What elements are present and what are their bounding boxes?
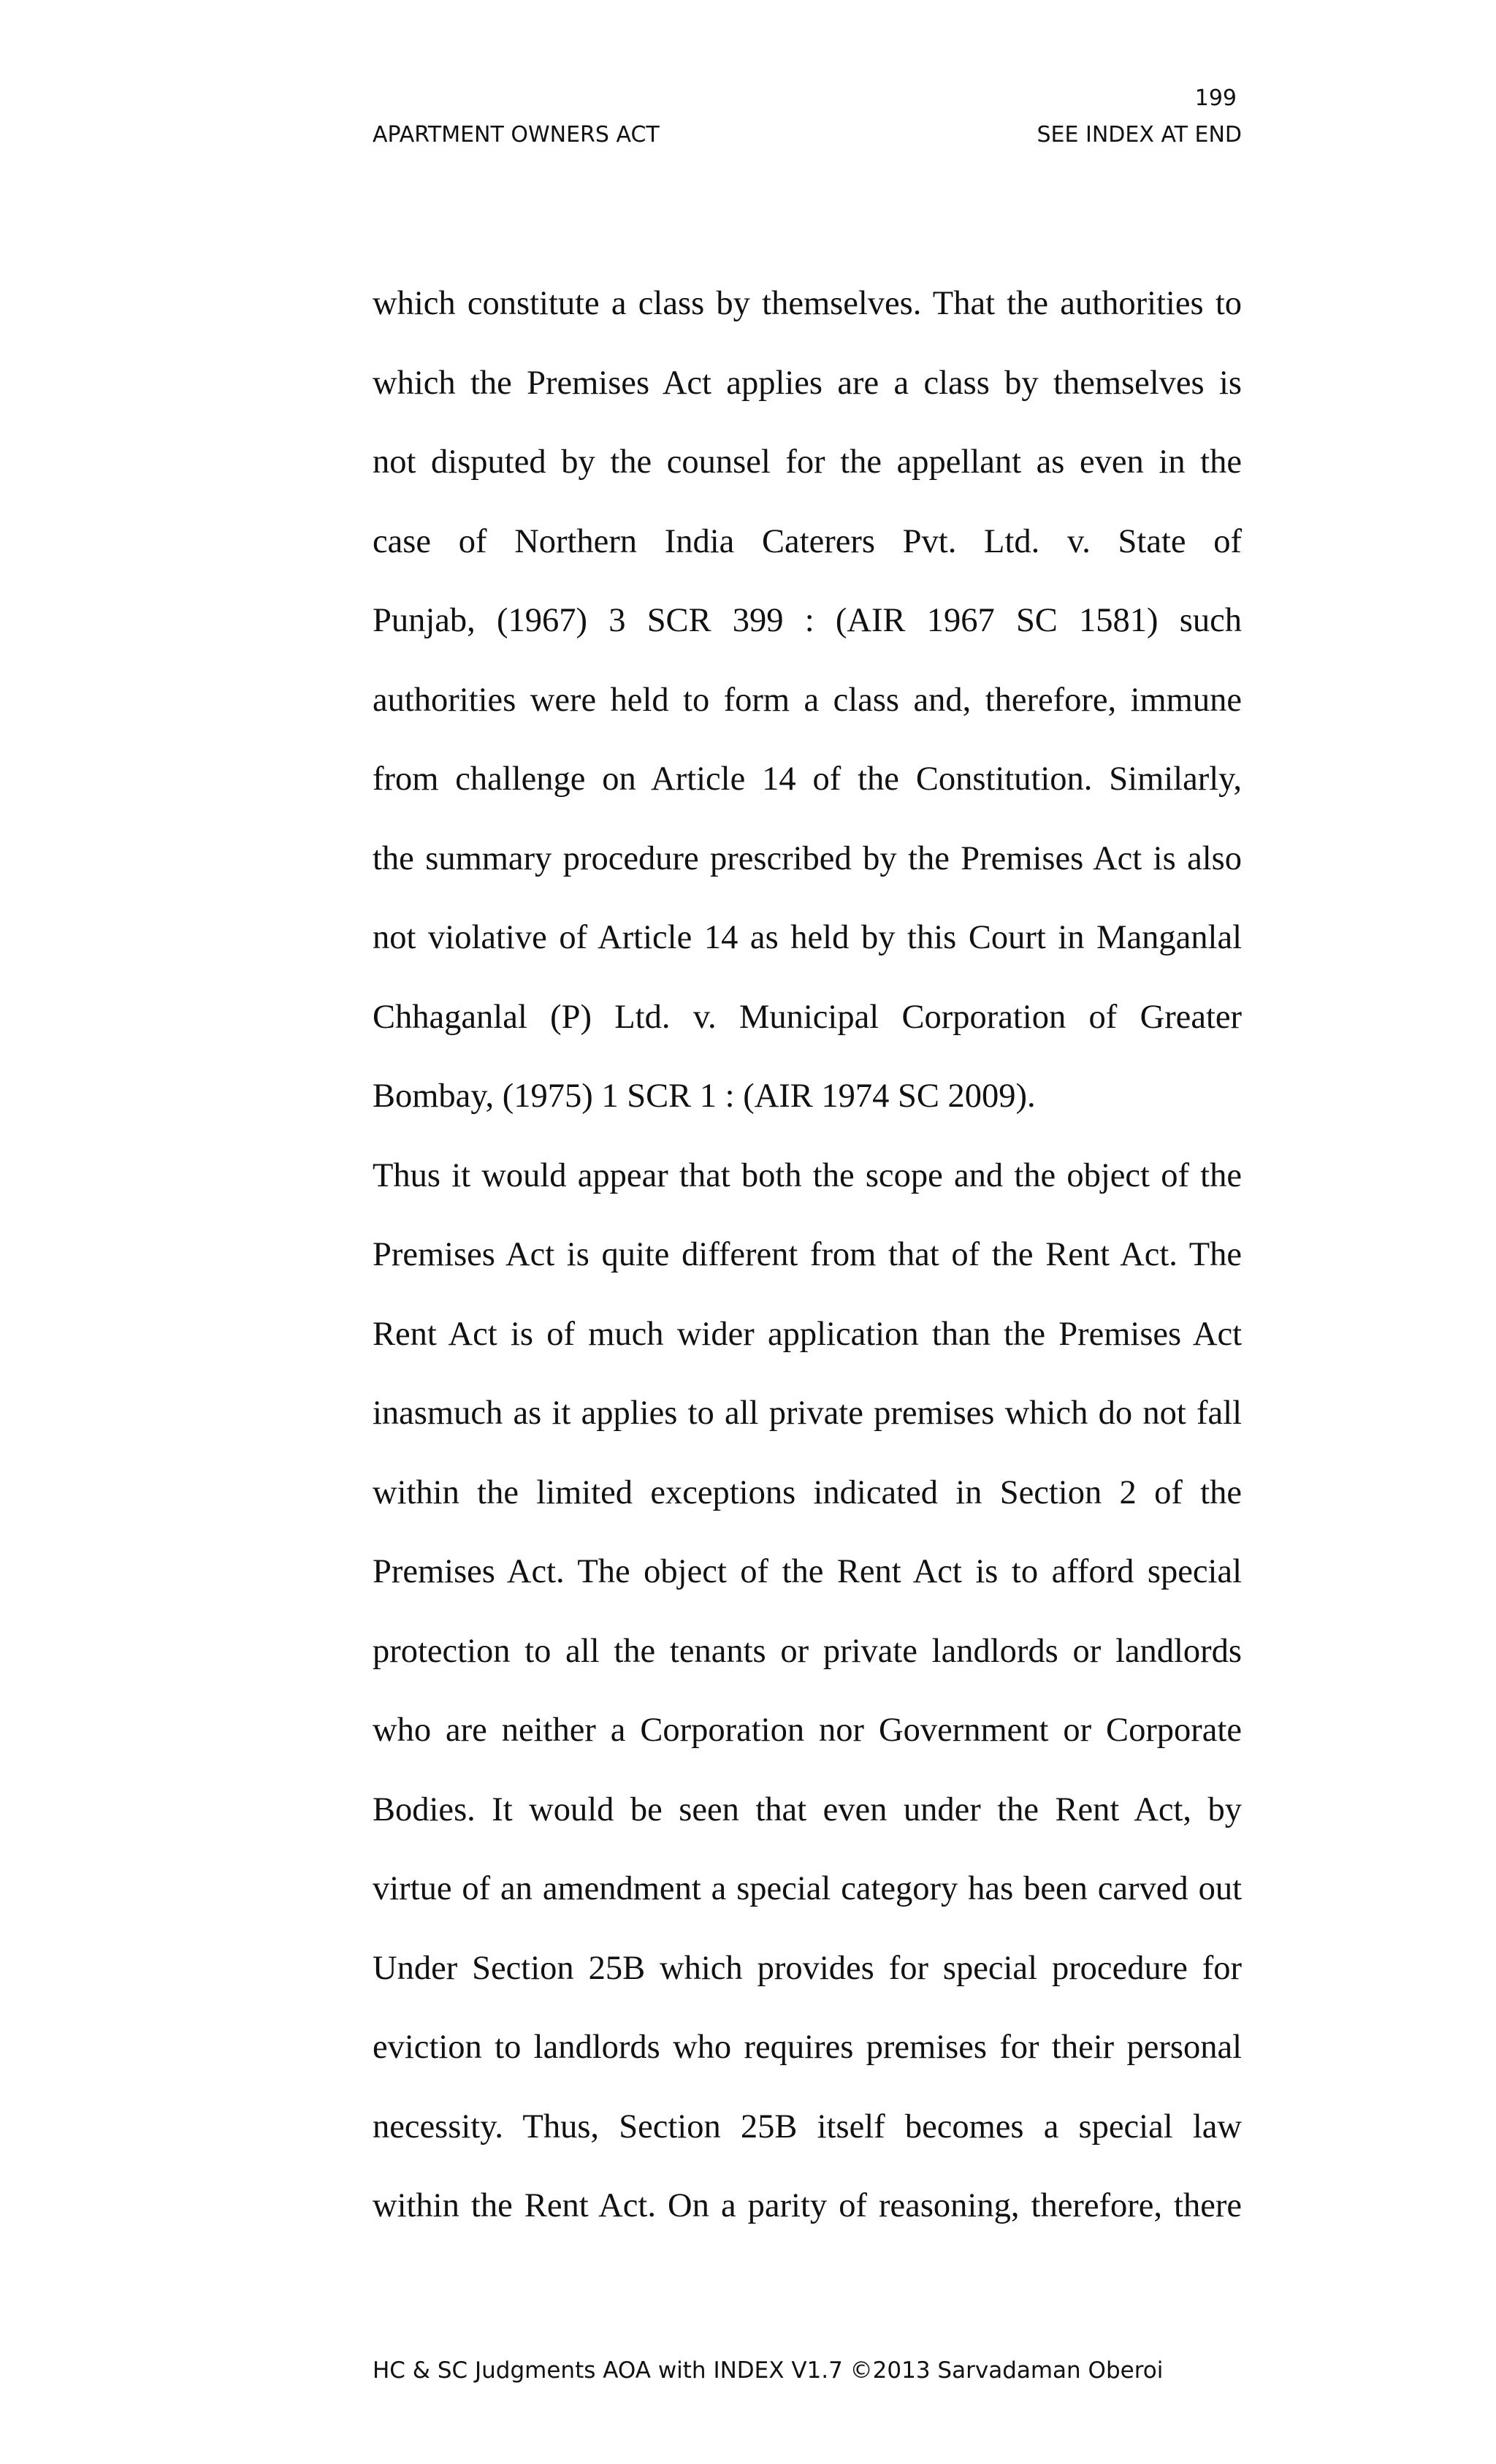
text-line: who are neither a Corporation nor Government or Corporate xyxy=(373,1712,1242,1749)
text-line: Premises Act is quite different from that of the Rent Act. The xyxy=(373,1236,1242,1273)
running-header xyxy=(373,124,1242,146)
text-line: necessity. Thus, Section 25B itself becomes a special law xyxy=(373,2108,1242,2145)
text-line: virtue of an amendment a special category has been carved out xyxy=(373,1870,1242,1907)
text-line: Bombay, (1975) 1 SCR 1 : (AIR 1974 SC 2009). xyxy=(373,1077,1036,1115)
page-footer: HC & SC Judgments AOA with INDEX V1.7 ©2013 Sarvadaman Oberoi xyxy=(373,2357,1164,2384)
text-line: Under Section 25B which provides for special procedure for xyxy=(373,1949,1242,1987)
page-number: 199 xyxy=(1194,85,1237,111)
text-line: Bodies. It would be seen that even under the Rent Act, by xyxy=(373,1790,1242,1828)
text-line: not disputed by the counsel for the appellant as even in the xyxy=(373,443,1242,481)
text-line: within the Rent Act. On a parity of reasoning, therefore, there xyxy=(373,2187,1242,2224)
text-line: Thus it would appear that both the scope and the object of the xyxy=(373,1156,1242,1194)
text-line: case of Northern India Caterers Pvt. Ltd. v. State of xyxy=(373,522,1242,560)
text-line: Chhaganlal (P) Ltd. v. Municipal Corporation of Greater xyxy=(373,998,1242,1036)
header-left-title: APARTMENT OWNERS ACT xyxy=(373,122,660,148)
text-line: Premises Act. The object of the Rent Act is to afford special xyxy=(373,1553,1242,1590)
text-line: within the limited exceptions indicated in Section 2 of the xyxy=(373,1473,1242,1511)
text-line: inasmuch as it applies to all private premises which do not fall xyxy=(373,1395,1242,1432)
text-line: which the Premises Act applies are a class by themselves is xyxy=(373,364,1242,402)
text-line: eviction to landlords who requires premises for their personal xyxy=(373,2029,1242,2066)
text-line: not violative of Article 14 as held by this Court in Manganlal xyxy=(373,919,1242,956)
header-right-note: SEE INDEX AT END xyxy=(1037,122,1242,148)
text-line: protection to all the tenants or private landlords or landlords xyxy=(373,1632,1242,1670)
text-line: the summary procedure prescribed by the Premises Act is also xyxy=(373,839,1242,877)
text-line: authorities were held to form a class and, therefore, immune xyxy=(373,681,1242,719)
body-text xyxy=(373,264,1242,2246)
text-line: from challenge on Article 14 of the Constitution. Similarly, xyxy=(373,760,1242,798)
text-line: which constitute a class by themselves. That the authorities to xyxy=(373,285,1242,322)
text-line: Rent Act is of much wider application than the Premises Act xyxy=(373,1315,1242,1353)
text-line: Punjab, (1967) 3 SCR 399 : (AIR 1967 SC 1581) such xyxy=(373,602,1242,639)
